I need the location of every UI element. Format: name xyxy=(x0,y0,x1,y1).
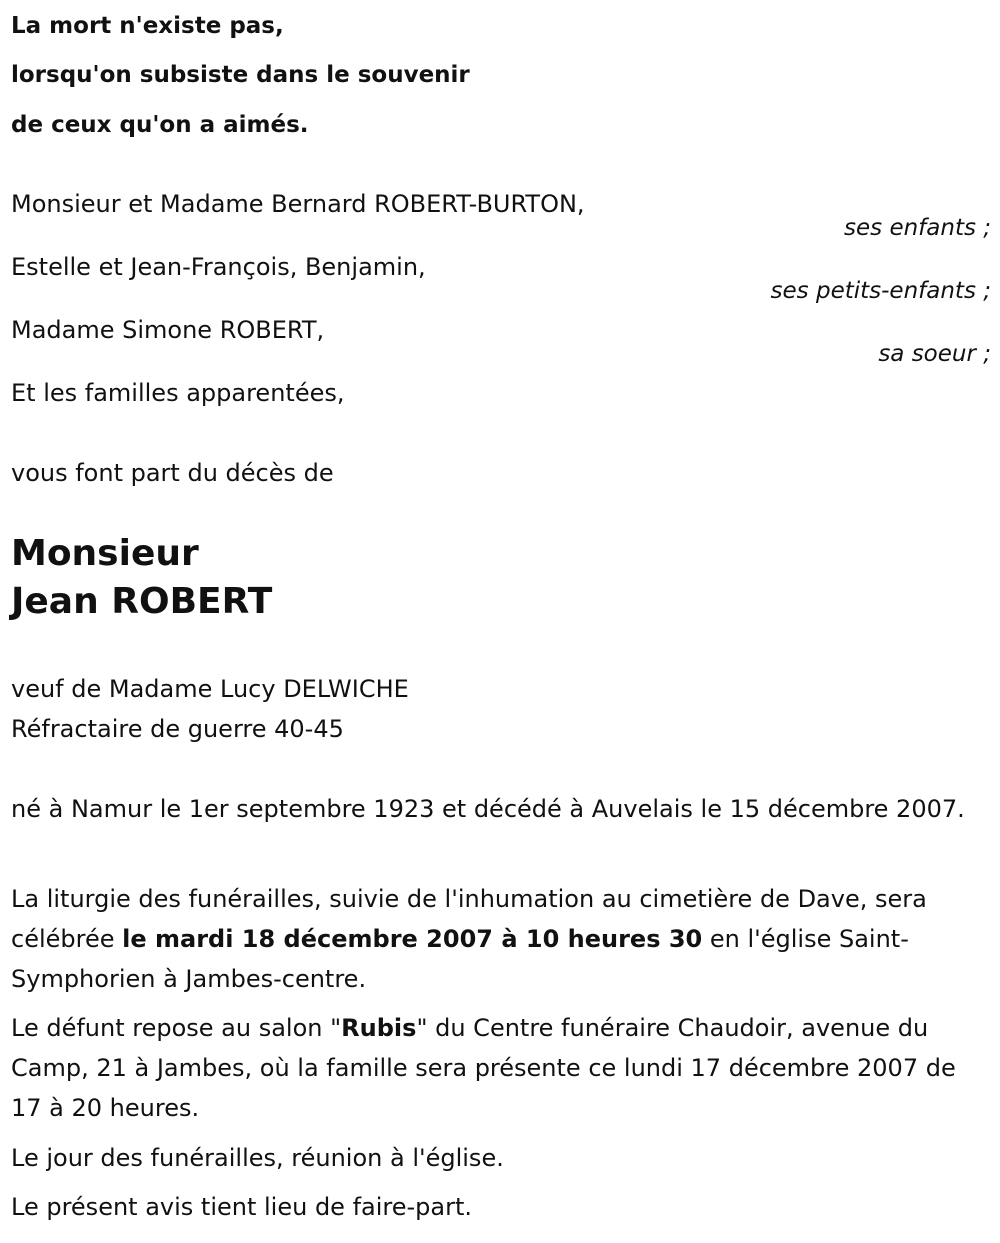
liturgy-text-after: en l'église Saint-Symphorien à Jambes-centre. xyxy=(11,925,909,993)
reunion-paragraph: Le jour des funérailles, réunion à l'église. xyxy=(11,1144,504,1172)
salon-text-after: " du Centre funéraire Chaudoir, avenue du Camp, 21 à Jambes, où la famille sera présente ce lundi 17 décembre 2007 de 17 à 20 heures. xyxy=(11,1014,956,1122)
announcement-line: vous font part du décès de xyxy=(11,459,334,487)
relation-sister: sa soeur ; xyxy=(878,341,991,367)
deceased-title: Monsieur xyxy=(11,533,199,574)
family-member-grandchildren: Estelle et Jean-François, Benjamin, xyxy=(11,253,426,281)
status-line: Réfractaire de guerre 40-45 xyxy=(11,715,344,743)
salon-text-before: Le défunt repose au salon " xyxy=(11,1014,342,1042)
family-member-children: Monsieur et Madame Bernard ROBERT-BURTON, xyxy=(11,190,585,218)
liturgy-paragraph xyxy=(11,879,986,999)
quote-line-2: lorsqu'on subsiste dans le souvenir xyxy=(11,62,470,88)
families-line: Et les familles apparentées, xyxy=(11,379,345,407)
widower-line: veuf de Madame Lucy DELWICHE xyxy=(11,675,409,703)
salon-paragraph xyxy=(11,1008,986,1128)
family-member-sister: Madame Simone ROBERT, xyxy=(11,316,325,344)
relation-grandchildren: ses petits-enfants ; xyxy=(770,278,991,304)
quote-line-1: La mort n'existe pas, xyxy=(11,13,284,39)
liturgy-date: le mardi 18 décembre 2007 à 10 heures 30 xyxy=(122,925,703,953)
liturgy-text-before: La liturgie des funérailles, suivie de l'inhumation au cimetière de Dave, sera célébrée xyxy=(11,885,927,953)
relation-children: ses enfants ; xyxy=(844,215,991,241)
salon-name: Rubis xyxy=(341,1014,417,1042)
deceased-name: Jean ROBERT xyxy=(11,581,273,622)
quote-line-3: de ceux qu'on a aimés. xyxy=(11,112,309,138)
notice-paragraph: Le présent avis tient lieu de faire-part. xyxy=(11,1193,473,1221)
birth-death-paragraph: né à Namur le 1er septembre 1923 et décédé à Auvelais le 15 décembre 2007. xyxy=(11,795,965,823)
